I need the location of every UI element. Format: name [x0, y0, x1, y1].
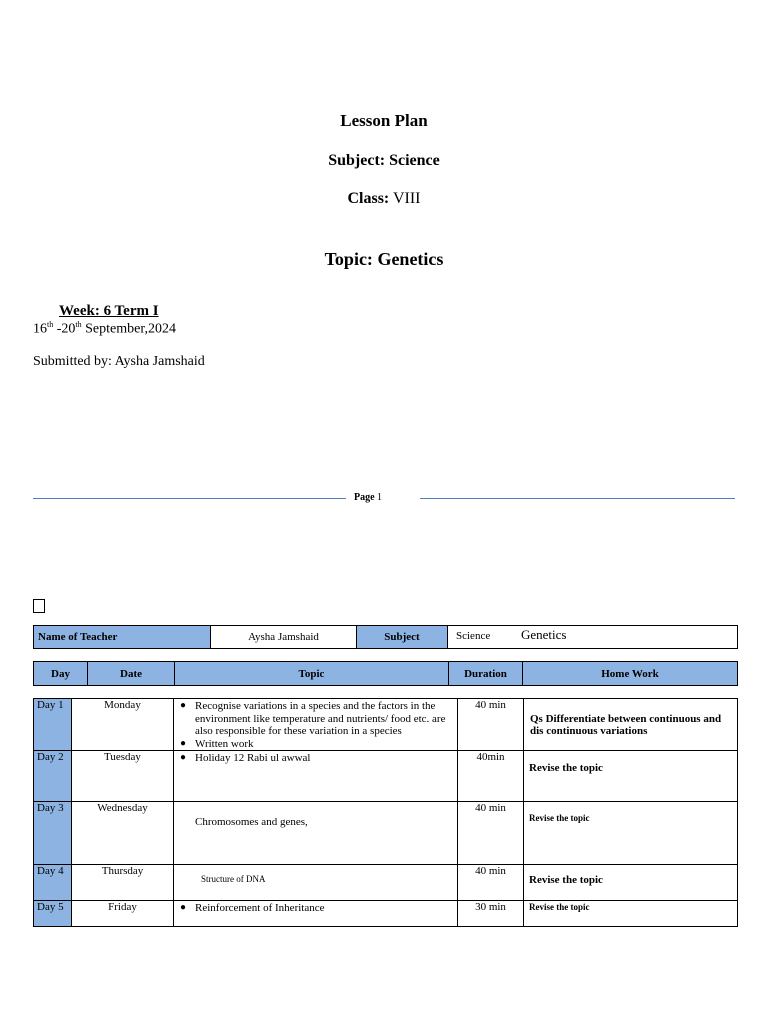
homework-cell — [524, 802, 738, 865]
teacher-name-label: Name of Teacher — [34, 626, 211, 649]
duration-cell: 40 min — [458, 699, 524, 751]
date-start: 16 — [33, 321, 47, 337]
table-row — [34, 751, 738, 802]
class-label: Class: — [347, 190, 390, 207]
col-header-day: Day — [34, 662, 88, 686]
homework-cell — [524, 699, 738, 751]
homework-text: Qs Differentiate between continuous and dis continuous variations — [530, 712, 722, 737]
homework-cell — [524, 751, 738, 802]
page-number-value: 1 — [377, 492, 383, 503]
page-number — [354, 492, 382, 503]
date-end-suffix: th — [75, 320, 82, 329]
topic-value: Genetics — [377, 249, 444, 269]
topic-bullet: ● Recognise variations in a species and the factors in the environment like temperature and nutrients/ food etc. are also responsible for these variation in a species — [180, 700, 453, 738]
subject-label: Subject: — [328, 152, 386, 169]
topic-cell — [174, 802, 458, 865]
duration-cell: 40min — [458, 751, 524, 802]
date-cell: Wednesday — [72, 802, 174, 865]
class-line — [0, 190, 768, 208]
subject-line — [0, 152, 768, 170]
topic-label: Topic: — [324, 249, 373, 269]
homework-text: Revise the topic — [529, 874, 603, 886]
plan-table — [33, 698, 738, 927]
duration-cell: 40 min — [458, 802, 524, 865]
date-cell: Monday — [72, 699, 174, 751]
duration-cell: 30 min — [458, 901, 524, 927]
week-label: Week: 6 Term I — [59, 303, 159, 319]
topic-bullet: ● Reinforcement of Inheritance — [180, 902, 453, 915]
date-end: -20 — [53, 321, 76, 337]
day-cell: Day 3 — [34, 802, 72, 865]
col-header-date: Date — [88, 662, 175, 686]
date-range — [33, 320, 176, 338]
subject-value: Science — [389, 152, 440, 169]
topic-bullet: ● Written work — [180, 738, 453, 751]
footer-rule-right — [420, 498, 735, 499]
topic-bullet: ● Holiday 12 Rabi ul awwal — [180, 752, 453, 765]
subject-cell — [448, 626, 738, 649]
subject-cell-topic: Genetics — [520, 627, 567, 642]
date-cell: Friday — [72, 901, 174, 927]
table-row — [34, 802, 738, 865]
plan-header-table — [33, 661, 738, 686]
topic-cell — [174, 865, 458, 901]
homework-text: Revise the topic — [529, 902, 590, 912]
day-cell: Day 4 — [34, 865, 72, 901]
topic-text: Structure of DNA — [201, 874, 266, 884]
day-cell: Day 2 — [34, 751, 72, 802]
col-header-topic: Topic — [175, 662, 449, 686]
homework-text: Revise the topic — [529, 762, 603, 774]
footer-rule-left — [33, 498, 346, 499]
page-label: Page — [354, 492, 375, 503]
date-start-suffix: th — [47, 320, 54, 329]
date-cell: Tuesday — [72, 751, 174, 802]
table-row — [34, 901, 738, 927]
duration-cell: 40 min — [458, 865, 524, 901]
day-cell: Day 1 — [34, 699, 72, 751]
checkbox-icon — [33, 599, 45, 613]
submitted-by: Submitted by: Aysha Jamshaid — [33, 354, 205, 369]
topic-line — [0, 249, 768, 270]
col-header-duration: Duration — [449, 662, 523, 686]
homework-text: Revise the topic — [529, 813, 590, 823]
table-row — [34, 699, 738, 751]
subject-header: Subject — [357, 626, 448, 649]
topic-cell — [174, 699, 458, 751]
topic-cell — [174, 751, 458, 802]
topic-cell — [174, 901, 458, 927]
date-month-year: September,2024 — [81, 321, 176, 337]
topic-text: Chromosomes and genes, — [195, 816, 308, 828]
teacher-info-table — [33, 625, 738, 649]
col-header-homework: Home Work — [523, 662, 738, 686]
class-value: VIII — [392, 190, 421, 207]
date-cell: Thursday — [72, 865, 174, 901]
teacher-name-value: Aysha Jamshaid — [211, 626, 357, 649]
homework-cell — [524, 865, 738, 901]
page-title: Lesson Plan — [340, 111, 428, 130]
day-cell: Day 5 — [34, 901, 72, 927]
homework-cell — [524, 901, 738, 927]
table-row — [34, 865, 738, 901]
subject-cell-value: Science — [456, 630, 491, 642]
